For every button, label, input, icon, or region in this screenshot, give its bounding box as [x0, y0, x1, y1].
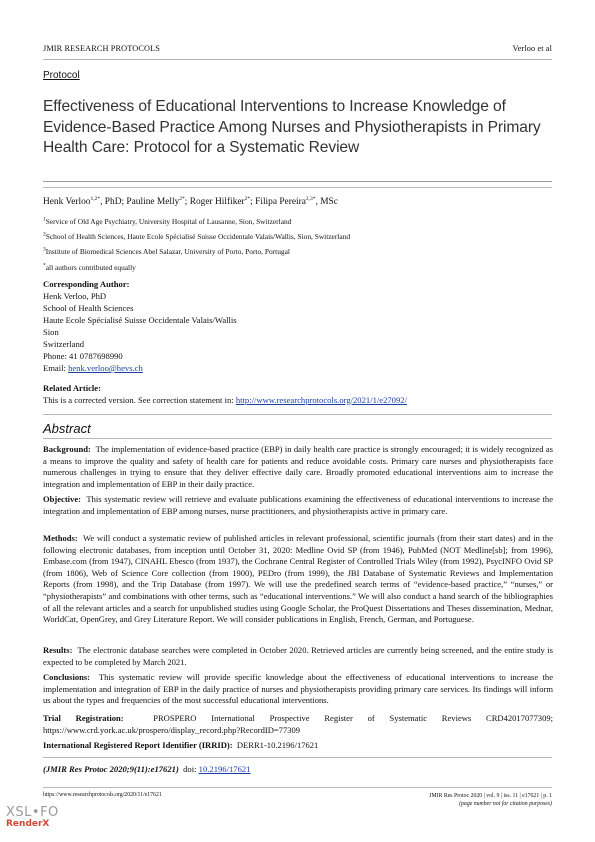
- affiliation-item: [43, 244, 350, 259]
- methods-text: We will conduct a systematic review of published articles in relevant professional, scientific journals (from their start dates) and in the following electronic databases, from inception until October 31, 2020: Medline Ovid SP (from 1946), PubMed (NOT Medline[sb]; from 1996), Embase.com (from 1947), CINAHL Ebesco (from 1937), the Cochrane Central Register of Controlled Trials Wiley (from 1992), PsycINFO Ovid SP (from 1806), Web of Science Core collection (from 1900), PEDro (from 1999), the JBI Database of Systematic Reviews and Implementation Reports (from 1998), and the Trip Database (from 1997). We will use the predefined search terms of “evidence-based practice,” “nurses,” or “physiotherapists” and combinations with other terms, such as “educational interventions.” We will also conduct a hand search of the bibliographies of all the relevant articles and a search for unpublished studies using Google Scholar, the ProQuest Dissertations and Theses dissemination, Mednar, WorldCat, OpenGrey, and Grey Literature Report. We will consider publications in English, French, German, and Portuguese.: [43, 533, 553, 625]
- abstract-rule-top: [43, 414, 552, 415]
- related-article-note: This is a corrected version. See correction statement in:: [43, 394, 236, 405]
- author-affil-sup: 2*: [244, 195, 251, 202]
- abstract-conclusions: [43, 672, 553, 707]
- email-line: [43, 362, 237, 374]
- corresponding-line: School of Health Sciences: [43, 303, 134, 313]
- author-affil-sup: 2*: [179, 195, 185, 202]
- article-title: Effectiveness of Educational Interventions to Increase Knowledge of Evidence-Based Practice Among Nurses and Physiotherapists in Primary Health Care: Protocol for a Systematic Review: [43, 98, 541, 156]
- abstract-heading: Abstract: [43, 421, 91, 436]
- email-link[interactable]: henk.verloo@hevs.ch: [68, 363, 143, 373]
- results-text: The electronic database searches were completed in October 2020. Retrieved articles are currently being screened, and the entire study is expected to be completed by March 2021.: [43, 645, 553, 667]
- affiliation-number: *: [43, 262, 46, 269]
- footer-meta-block: [429, 792, 552, 808]
- footer-url: https://www.researchprotocols.org/2020/11/e17621: [43, 792, 162, 798]
- background-text: The implementation of evidence-based practice (EBP) in daily health care practice is strongly encouraged; it is widely recognized as a means to improve the quality and safety of health care for patients and reduce avoidable costs. Primary care nurses and physiotherapists face numerous challenges in trying to ensure that they deliver effective daily care. Broadly promoted educational interventions aim to increase the integration and implementation of EBP in their daily practice.: [43, 444, 553, 489]
- affiliation-number: 3: [43, 246, 46, 253]
- journal-name: JMIR RESEARCH PROTOCOLS: [43, 44, 160, 53]
- author-name: Filipa Pereira: [255, 197, 306, 207]
- doi-label: doi:: [183, 764, 199, 774]
- objective-text: This systematic review will retrieve and evaluate publications examining the effectiveness of educational interventions to increase the integration and implementation of EBP among nurses, nurse practitioners, and physiotherapists active in primary care.: [43, 494, 553, 516]
- author-degree: , MSc: [315, 197, 338, 207]
- affiliation-text: Institute of Biomedical Sciences Abel Salazar, University of Porto, Porto, Portugal: [45, 247, 290, 257]
- affiliation-item: [43, 214, 350, 229]
- affiliation-list: [43, 214, 350, 275]
- abstract-methods: [43, 533, 553, 626]
- abstract-trial-registration: [43, 713, 553, 736]
- author-affil-sup: 2,3*: [305, 195, 316, 202]
- author-degree: ;: [184, 197, 190, 207]
- trial-registration-label: Trial Registration:: [43, 713, 124, 723]
- article-type-label: Protocol: [43, 70, 80, 81]
- citation-line: [43, 764, 250, 774]
- corresponding-line: Sion: [43, 327, 59, 337]
- corresponding-line: Henk Verloo, PhD: [43, 291, 107, 301]
- abstract-irrid: [43, 740, 553, 752]
- related-article-block: [43, 383, 553, 406]
- abstract-objective: [43, 494, 553, 517]
- corresponding-line: Haute Ecole Spécialisé Suisse Occidentale Valais/Wallis: [43, 315, 237, 325]
- affiliation-item: [43, 260, 350, 275]
- abstract-rule-bottom: [43, 438, 552, 439]
- title-rule-bottom: [43, 187, 552, 188]
- irrid-text: DERR1-10.2196/17621: [236, 740, 319, 750]
- related-article-text: [43, 395, 553, 407]
- citation-journal: (JMIR Res Protoc 2020;9(11):e17621): [43, 764, 179, 774]
- conclusions-label: Conclusions:: [43, 672, 91, 682]
- logo-line1: XSL•FO: [6, 805, 59, 820]
- affiliation-text: School of Health Sciences, Haute Ecole Spécialisé Suisse Occidentale Valais/Wallis, Sion, Switzerland: [45, 232, 351, 242]
- background-label: Background:: [43, 444, 91, 454]
- footer-note: (page number not for citation purposes): [459, 801, 552, 807]
- corresponding-line: Phone: 41 0787698990: [43, 351, 123, 361]
- doi-link[interactable]: 10.2196/17621: [198, 764, 251, 774]
- renderx-logo: [6, 805, 59, 829]
- affiliation-text: Service of Old Age Psychiatry, University Hospital of Lausanne, Sion, Switzerland: [45, 217, 292, 226]
- author-name: Pauline Melly: [126, 197, 180, 207]
- trial-registration-text: PROSPERO International Prospective Register of Systematic Reviews CRD42017077309; https://www.crd.york.ac.uk/prospero/display_record.php?RecordID=77309: [43, 713, 553, 735]
- conclusions-text: This systematic review will provide specific knowledge about the effectiveness of educational interventions to increase the implementation and integration of EBP in the daily practice of nurses and physiotherapists providing primary care services. Its findings will inform us about the types and frequencies of the most successful educational interventions.: [43, 672, 553, 706]
- footer-divider: [43, 787, 552, 788]
- author-degree: , PhD;: [100, 197, 127, 207]
- citation-rule: [43, 757, 552, 758]
- title-rule-top: [43, 181, 552, 182]
- author-name: Roger Hilfiker: [189, 197, 245, 207]
- header-divider: [43, 59, 552, 60]
- abstract-results: [43, 645, 553, 668]
- author-degree: ;: [250, 197, 256, 207]
- running-header: [43, 44, 552, 58]
- methods-label: Methods:: [43, 533, 78, 543]
- correction-link[interactable]: http://www.researchprotocols.org/2021/1/e27092/: [235, 394, 407, 405]
- author-name: Henk Verloo: [43, 197, 91, 207]
- affiliation-number: 2: [43, 231, 46, 238]
- email-label: Email:: [43, 363, 69, 373]
- corresponding-line: Switzerland: [43, 339, 85, 349]
- results-label: Results:: [43, 645, 73, 655]
- corresponding-author-block: [43, 278, 237, 374]
- running-author: Verloo et al: [512, 44, 552, 53]
- related-article-heading: Related Article:: [43, 383, 101, 393]
- author-list: [43, 197, 338, 207]
- affiliation-item: [43, 229, 350, 244]
- objective-label: Objective:: [43, 494, 81, 504]
- logo-line2: RenderX: [6, 819, 50, 829]
- irrid-label: International Registered Report Identifier (IRRID):: [43, 740, 233, 750]
- affiliation-text: all authors contributed equally: [45, 262, 136, 272]
- author-affil-sup: 1,2*: [90, 195, 101, 202]
- corresponding-author-heading: Corresponding Author:: [43, 279, 130, 289]
- footer-meta: JMIR Res Protoc 2020 | vol. 9 | iss. 11 | e17621 | p. 1: [429, 793, 552, 799]
- affiliation-number: 1: [43, 216, 46, 223]
- abstract-background: [43, 444, 553, 490]
